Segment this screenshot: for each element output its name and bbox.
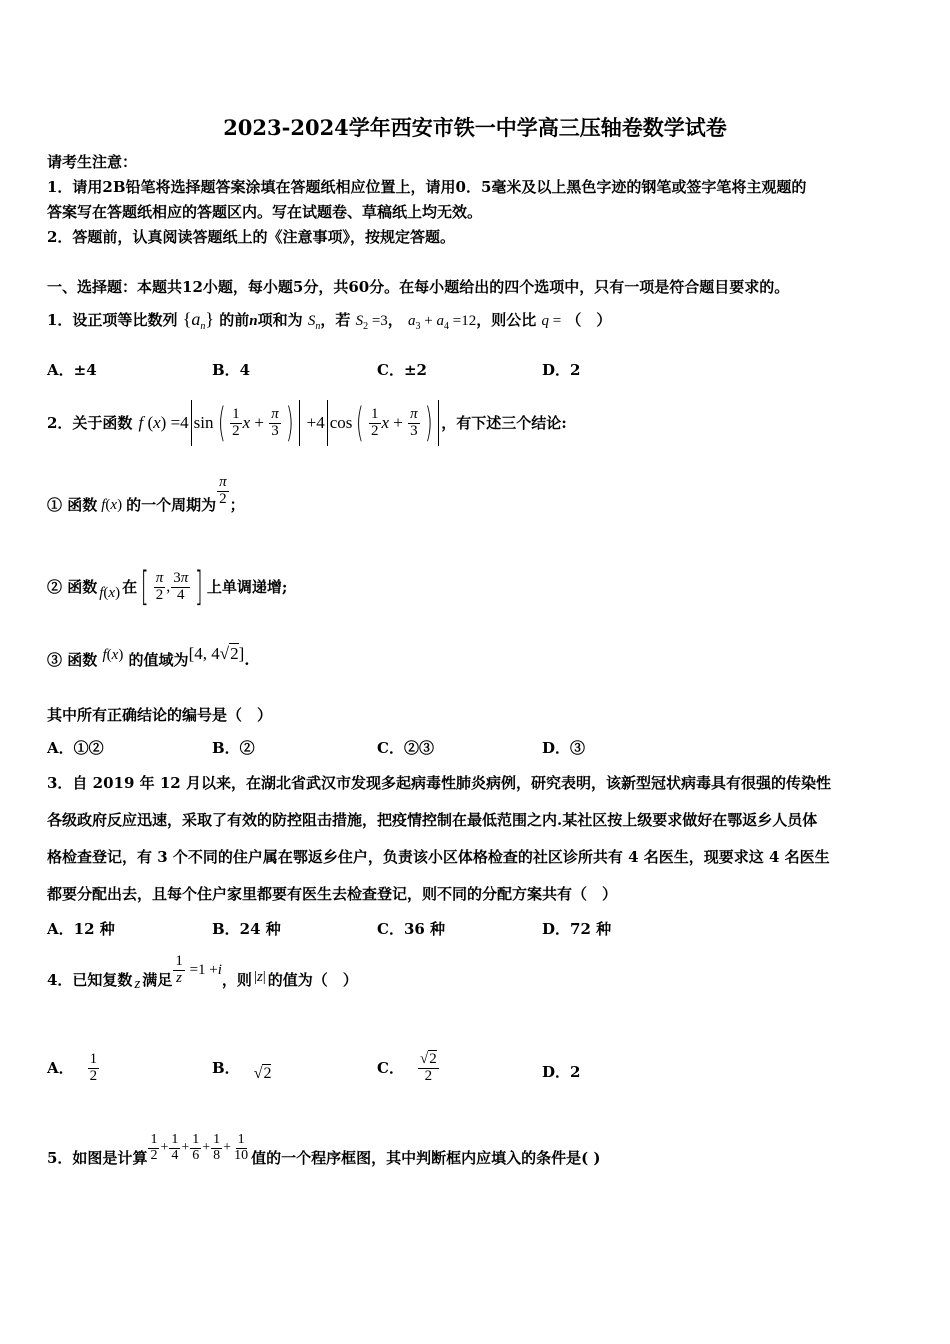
notice-heading: 请考生注意： [47, 153, 138, 171]
c1-mid: 的一个周期为 [126, 496, 217, 514]
q2-option-c: C．②③ [377, 739, 434, 757]
q3-line-3: 格检查登记，有 3 个不同的住户属在鄂返乡住户，负责该小区体格检查的社区诊所共有 4 名医生，现要求这 4 名医生 [47, 848, 830, 866]
q1-mid1: 的前 [219, 311, 250, 329]
series-sum: $\frac{1}{2}$ + $\frac{1}{4}$ + $\frac{1}{6}$ + $\frac{1}{8}$ + $\frac{1}{10}$ [150, 1131, 249, 1163]
q4-option-c [377, 1042, 440, 1094]
q4-mid1: 满足 [142, 971, 173, 989]
page-title: 2023-2024学年西安市铁一中学高三压轴卷数学试卷 [223, 115, 727, 140]
question-2 [47, 396, 567, 450]
q5-suffix: 值的一个程序框图，其中判断框内应填入的条件是( ) [251, 1149, 601, 1167]
q4-suffix: 的值为（ ） [267, 971, 358, 989]
q2-option-b: B．② [212, 739, 255, 757]
function-fx: f(x) [101, 497, 123, 513]
c1-prefix: ① 函数 [47, 496, 98, 514]
q1-mid2: 项和为 [257, 311, 303, 329]
period-pi-over-2: $\frac{\pi}{2}$ [219, 473, 227, 507]
variable-z: z [134, 976, 141, 992]
equation-a3-a4: $a_3 + a_4 =12$ [408, 313, 477, 332]
q1-mid5: ，则公比 [476, 311, 537, 329]
q2-suffix: ，有下述三个结论: [441, 414, 567, 432]
q4-option-a-label: A． [47, 1059, 74, 1077]
function-fx-2: f(x) [99, 585, 121, 601]
sum-sn: $S_n$ [307, 313, 321, 332]
q1-option-a: A．±4 [47, 361, 97, 379]
q4-option-d: D．2 [542, 1063, 581, 1081]
q4-option-c-label: C． [377, 1059, 404, 1077]
c2-prefix: ② 函数 [47, 578, 98, 596]
q2-option-a: A．①② [47, 739, 104, 757]
range-4-4sqrt2: [4, 4√2] [188, 644, 245, 663]
q2-prefix: 2．关于函数 [47, 414, 133, 432]
question-5 [47, 1123, 601, 1173]
q3-line-2: 各级政府反应迅速，采取了有效的防控阻击措施，把疫情控制在最低范围之内.某社区按上级要求做好在鄂返乡人员体 [47, 811, 818, 829]
q3-option-d: D．72 种 [542, 920, 612, 938]
q3-option-c: C．36 种 [377, 920, 446, 938]
notice-line-2: 2．答题前，认真阅读答题纸上的《注意事项》，按规定答题。 [47, 228, 455, 246]
notice-line-1a: 1．请用2B铅笔将选择题答案涂填在答题纸相应位置上，请用0．5毫米及以上黑色字迹的钢笔或签字笔将主观题的 [47, 178, 807, 196]
function-definition: f ( x ) =4 sin ( $\frac{1}{2}$ x + $\frac{\pi}{3}$ ) +4 cos ( $\frac{1}{2}$ x + $\frac{\pi}{3}$ ) [138, 400, 441, 446]
q3-line-4: 都要分配出去，且每个住户家里都要有医生去检查登记，则不同的分配方案共有（ ） [47, 885, 618, 903]
sequence-an: $\{a_n\}$ [182, 309, 214, 332]
q3-option-b: B．24 种 [212, 920, 281, 938]
interval-pi2-3pi4: [ $\frac{\pi}{2}$ , $\frac{3\pi}{4}$ ] [140, 564, 203, 610]
sqrt-2: √2 [253, 1065, 272, 1082]
q3-option-a: A．12 种 [47, 920, 115, 938]
q2-conclusion-1 [47, 473, 245, 530]
section-heading: 一、选择题：本题共12小题，每小题5分，共60分。在每小题给出的四个选项中，只有一项是符合题目要求的。 [47, 278, 790, 296]
ratio-q: q = [541, 313, 562, 329]
q1-mid3: ，若 [320, 311, 351, 329]
c3-mid: 的值域为 [128, 651, 189, 669]
q1-option-c: C．±2 [377, 361, 427, 379]
q2-conclusion-3 [47, 644, 250, 671]
q4-prefix: 4．已知复数 [47, 971, 133, 989]
c3-prefix: ③ 函数 [47, 651, 98, 669]
modulus-z: |z| [253, 969, 266, 985]
notice-line-1b: 答案写在答题纸相应的答题区内。写在试题卷、草稿纸上均无效。 [47, 203, 483, 221]
q1-mid4: ， [387, 311, 403, 329]
c2-mid: 在 [122, 578, 138, 596]
q4-option-b [212, 1042, 271, 1094]
question-4 [47, 952, 358, 1005]
q2-option-d: D．③ [542, 739, 586, 757]
c3-suffix: . [244, 651, 250, 669]
one-half: $\frac{1}{2}$ [89, 1050, 98, 1084]
q1-option-d: D．2 [542, 361, 581, 379]
q3-line-1: 3．自 2019 年 12 月以来，在湖北省武汉市发现多起病毒性肺炎病例，研究表明，该新型冠状病毒具有很强的传染性 [47, 774, 831, 792]
q2-conclusion-2 [47, 562, 287, 612]
q1-n: n [249, 313, 258, 329]
function-fx-3: f(x) [102, 647, 124, 663]
q1-prefix: 1．设正项等比数列 [47, 311, 178, 329]
question-1 [47, 309, 611, 337]
q4-option-b-label: B． [212, 1059, 240, 1077]
q1-option-b: B．4 [212, 361, 251, 379]
q4-mid2: ，则 [221, 971, 252, 989]
equation-1-over-z: $\frac{1}{z}$ =1 + i [175, 952, 222, 986]
q4-option-a [47, 1042, 100, 1094]
equation-s2: $S_2 =3$ [355, 313, 388, 332]
c2-suffix: 上单调递增; [206, 578, 288, 596]
q1-suffix: （ ） [566, 311, 612, 329]
sqrt2-over-2: $\frac{√2}{2}$ [419, 1050, 437, 1084]
q5-prefix: 5．如图是计算 [47, 1149, 148, 1167]
q2-ask: 其中所有正确结论的编号是（ ） [47, 706, 273, 724]
c1-suffix: ； [229, 496, 245, 514]
